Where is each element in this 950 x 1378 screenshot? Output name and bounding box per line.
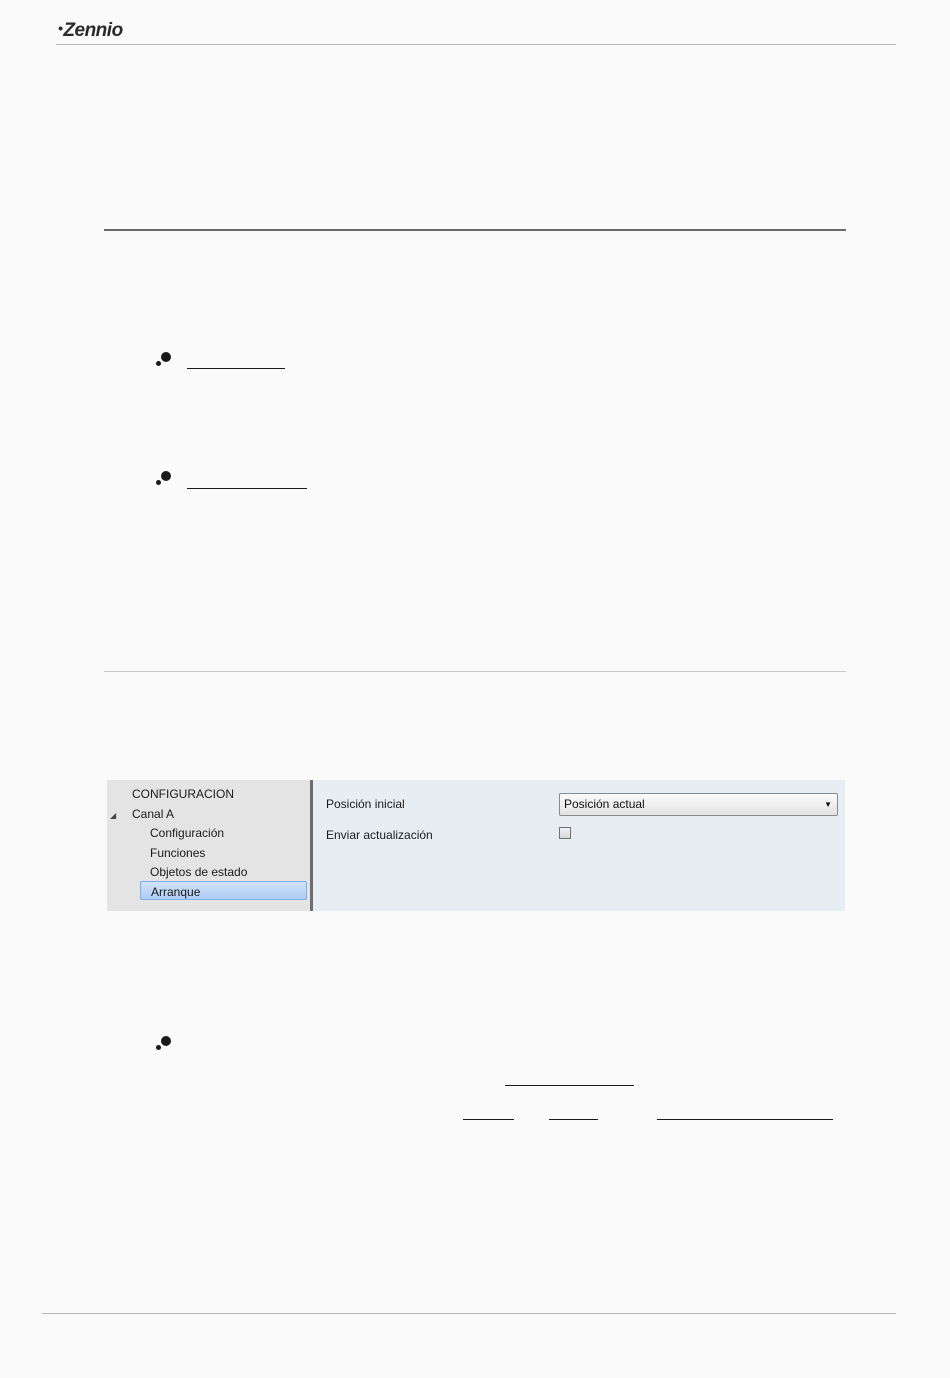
collapse-arrow-icon[interactable]: ◢ bbox=[110, 811, 117, 820]
underline-mark bbox=[187, 368, 285, 369]
logo-text: Zennio bbox=[63, 20, 123, 41]
section-divider-bottom bbox=[104, 671, 846, 672]
footer-divider bbox=[42, 1313, 896, 1314]
tree-item-configuracion[interactable]: CONFIGURACION bbox=[132, 787, 234, 801]
bullet-icon bbox=[156, 1036, 174, 1054]
underline-mark bbox=[187, 488, 307, 489]
underline-mark bbox=[463, 1119, 514, 1120]
panel-splitter[interactable] bbox=[310, 780, 313, 911]
underline-mark bbox=[657, 1119, 833, 1120]
bullet-icon bbox=[156, 352, 174, 370]
zennio-logo: •Zennio bbox=[58, 20, 123, 41]
parameter-tree bbox=[107, 780, 310, 911]
tree-item-canal-a[interactable]: Canal A bbox=[132, 807, 175, 821]
tree-item-configuracion-canal[interactable]: Configuración bbox=[150, 826, 225, 840]
initial-position-value: Posición actual bbox=[564, 797, 645, 811]
send-update-checkbox[interactable] bbox=[559, 827, 571, 839]
tree-item-funciones[interactable]: Funciones bbox=[150, 846, 206, 860]
send-update-label: Enviar actualización bbox=[326, 828, 433, 842]
initial-position-label: Posición inicial bbox=[326, 797, 405, 811]
dropdown-arrow-icon[interactable]: ▼ bbox=[824, 800, 832, 809]
bullet-icon bbox=[156, 471, 174, 489]
tree-item-arranque[interactable]: Arranque bbox=[151, 885, 201, 899]
header-divider bbox=[56, 44, 896, 45]
underline-mark bbox=[549, 1119, 598, 1120]
ets-parameter-panel bbox=[107, 780, 845, 911]
tree-item-objetos-de-estado[interactable]: Objetos de estado bbox=[150, 865, 248, 879]
initial-position-select[interactable] bbox=[559, 793, 838, 816]
section-divider-top bbox=[104, 229, 846, 231]
underline-mark bbox=[505, 1085, 634, 1086]
